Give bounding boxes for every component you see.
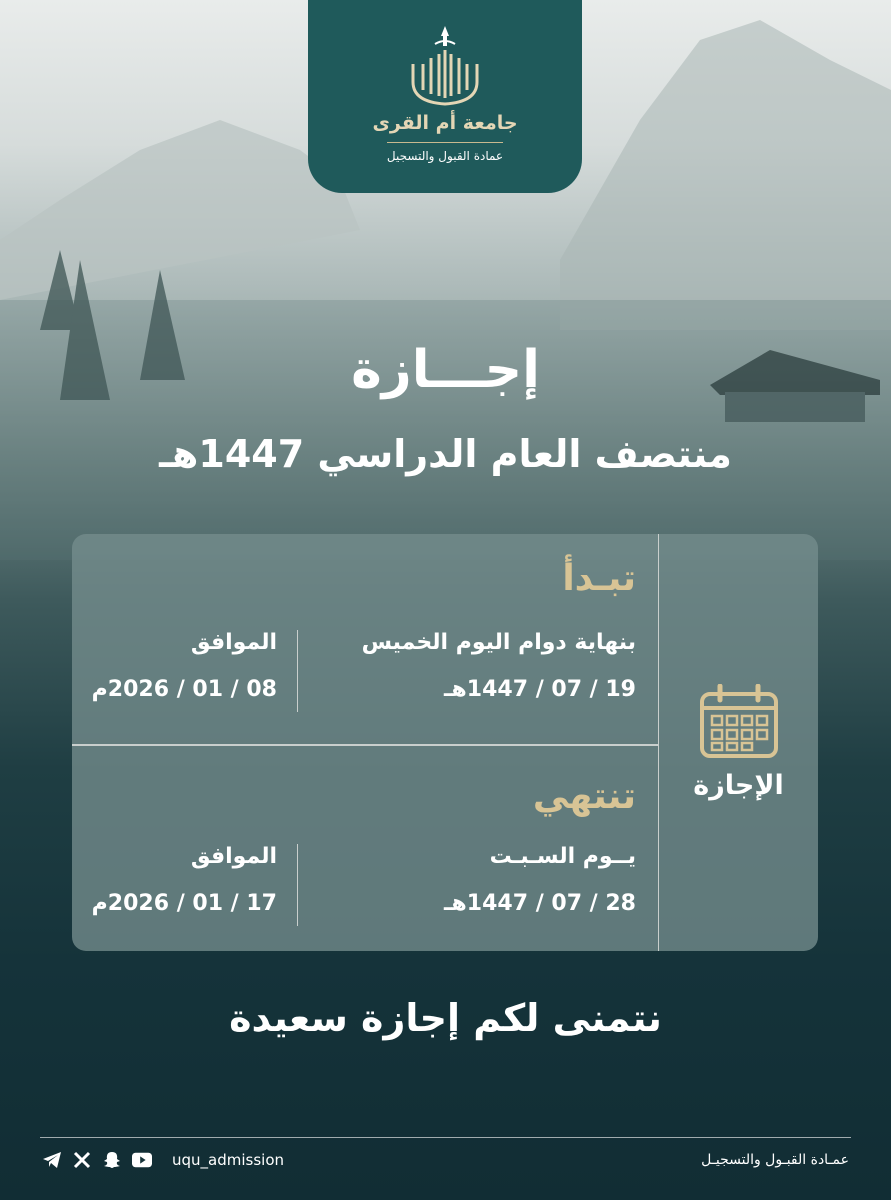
department-name: عمادة القبول والتسجيل [387,142,503,163]
page-subtitle: منتصف العام الدراسي 1447هـ [159,432,732,476]
end-day-label: يــوم السـبـت [489,844,636,869]
start-hijri-date: 19 / 07 / 1447هـ [444,677,636,702]
footer-department: عمـادة القبـول والتسجيـل [701,1152,849,1168]
start-section [72,534,658,741]
start-hijri-column [306,630,636,712]
start-title: تبـدأ [562,558,636,599]
greeting-message: نتمنى لكم إجازة سعيدة [229,996,662,1040]
snapchat-icon[interactable] [102,1150,122,1170]
university-emblem-icon [405,24,485,106]
page-title: إجـــازة [351,340,540,400]
end-hijri-column [306,844,636,926]
calendar-icon [698,684,780,760]
telegram-icon[interactable] [42,1150,62,1170]
start-gregorian-column [88,630,298,712]
holiday-info-card [72,534,818,951]
end-gregorian-column [88,844,298,926]
start-gregorian-date: 08 / 01 / 2026م [91,677,277,702]
university-name: جامعة أم القرى [372,112,518,134]
end-gregorian-date: 17 / 01 / 2026م [91,891,277,916]
holiday-side-panel [658,534,818,951]
youtube-icon[interactable] [132,1150,152,1170]
x-icon[interactable] [72,1150,92,1170]
end-gregorian-label: الموافق [190,844,277,869]
start-day-label: بنهاية دوام اليوم الخميس [361,630,636,655]
footer-divider [40,1137,851,1138]
end-hijri-date: 28 / 07 / 1447هـ [444,891,636,916]
start-gregorian-label: الموافق [190,630,277,655]
university-logo-card [308,0,582,193]
end-title: تنتهي [532,776,636,817]
social-handle[interactable]: uqu_admission [172,1151,285,1169]
social-links [42,1150,284,1170]
holiday-label: الإجازة [693,770,784,801]
end-section [72,746,658,953]
